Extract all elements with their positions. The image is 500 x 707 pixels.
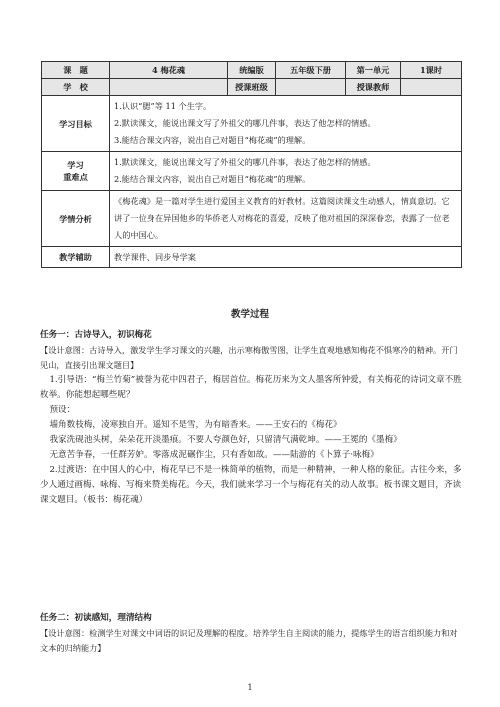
- teacher-value: [401, 79, 462, 96]
- goal-item: 1.认识“腮”等 11 个生字。: [114, 101, 212, 111]
- table-row: [42, 79, 462, 96]
- school-value: [110, 79, 228, 96]
- key-label-line1: 学习: [67, 160, 84, 170]
- task1-paragraph-2: 2.过渡语：在中国人的心中，梅花早已不是一株简单的植物，而是一种精神，一种人格的象征。古往今来，多少人通过画梅、咏梅、写梅来赞美梅花。今天，我们就来学习一个与梅花有关的动人故事。板书课文题目，齐读课文题目。（板书：梅花魂）: [40, 465, 462, 505]
- table-row: [42, 96, 462, 152]
- goal-item: 3.能结合课文内容，说出自己对题目“梅花魂”的理解。: [114, 135, 311, 145]
- aids-cell: 教学课件、同步导学案: [110, 247, 462, 268]
- goals-label: 学习目标: [42, 96, 110, 152]
- subject-value: 4 梅花魂: [110, 62, 228, 79]
- aids-label: 教学辅助: [42, 247, 110, 268]
- task1-poem-2: 我家洗砚池头树，朵朵花开淡墨痕。不要人夸颜色好，只留清气满乾坤。——王冕的《墨梅》: [49, 435, 402, 445]
- page-number: 1: [247, 683, 253, 692]
- table-row: [42, 191, 462, 247]
- key-item: 2.能结合课文内容，说出自己对题目“梅花魂”的理解。: [114, 174, 311, 184]
- analysis-cell: 《梅花魂》是一篇对学生进行爱国主义教育的好教材。这篇阅读课文生动感人，情真意切。它讲了一位身在异国他乡的华侨老人对梅花的喜爱，反映了他对祖国的深深眷恋，表露了一位老人的中国心。: [110, 191, 462, 247]
- grade-value: 五年级下册: [276, 62, 346, 79]
- table-row: [42, 62, 462, 79]
- process-title: 教学过程: [230, 309, 269, 320]
- task1-preset: 预设：: [49, 405, 76, 415]
- lesson-info-table: [41, 61, 462, 268]
- goals-cell: [110, 96, 462, 152]
- task1-paragraph-1: 1.引导语：“梅兰竹菊”被誉为花中四君子，梅居首位。梅花历来为文人墨客所钟爱，有关梅花的诗词文章不胜枚举。你能想起哪些呢？: [40, 375, 462, 400]
- key-points-cell: [110, 152, 462, 191]
- subject-label: 课 题: [42, 62, 110, 79]
- class-label: 授课班级: [228, 79, 276, 96]
- task2-design: 【设计意图：检测学生对课文中词语的识记及理解的程度。培养学生自主阅读的能力，提炼学生的语言组织能力和对文本的归纳能力】: [40, 628, 458, 653]
- school-label: 学 校: [42, 79, 110, 96]
- task1-poem-1: 墙角数枝梅，凌寒独自开。遥知不是雪，为有暗香来。——王安石的《梅花》: [49, 420, 342, 430]
- task1-poem-3: 无意苦争春，一任群芳妒。零落成泥碾作尘，只有香如故。——陆游的《卜算子·咏梅》: [49, 450, 379, 460]
- teacher-label: 授课教师: [346, 79, 401, 96]
- task1-title: 任务一：古诗导入，初识梅花: [40, 330, 152, 340]
- task2-section: [40, 611, 464, 656]
- task2-title: 任务二：初读感知，理清结构: [40, 613, 152, 623]
- task1-design: 【设计意图：古诗导入，激发学生学习课文的兴趣，出示寒梅傲雪图，让学生直观地感知梅花不惧寒冷的精神。开门见山，直接引出课文题目】: [40, 345, 458, 370]
- task1-section: [40, 328, 464, 508]
- key-item: 1.默读课文，能说出课文写了外祖父的哪几件事，表达了他怎样的情感。: [114, 157, 376, 167]
- key-label-line2: 重难点: [63, 172, 88, 182]
- unit-value: 第一单元: [346, 62, 401, 79]
- goal-item: 2.默读课文，能说出课文写了外祖父的哪几件事，表达了他怎样的情感。: [114, 118, 376, 128]
- analysis-label: 学情分析: [42, 191, 110, 247]
- edition-value: 统编版: [228, 62, 276, 79]
- table-row: [42, 152, 462, 191]
- hours-value: 1课时: [401, 62, 462, 79]
- class-value: [276, 79, 346, 96]
- table-row: [42, 247, 462, 268]
- key-points-label: [42, 152, 110, 191]
